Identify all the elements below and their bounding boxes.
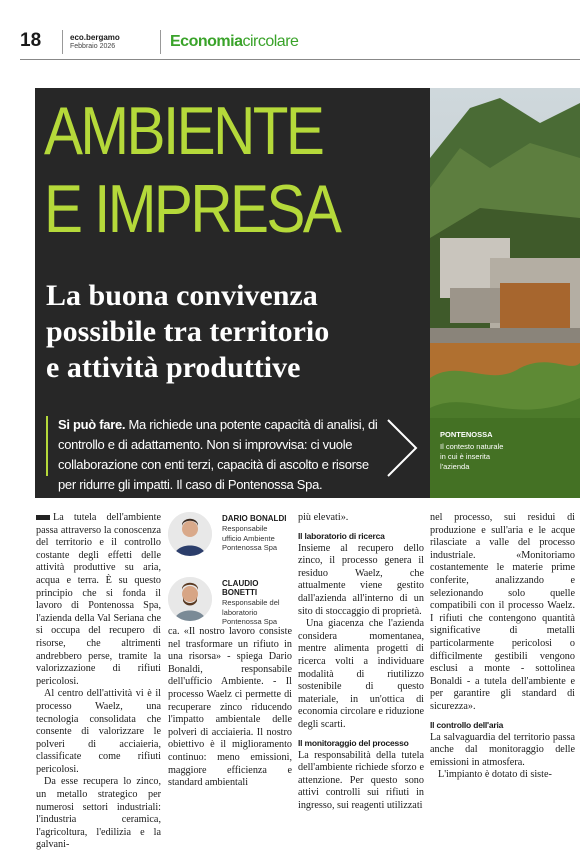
article-column-3	[298, 512, 424, 812]
subheadline: La buona convivenza possibile tra territorio e attività produttive	[46, 279, 330, 384]
publication-name: eco.bergamo	[70, 33, 120, 42]
page-header	[0, 0, 580, 62]
paragraph: più elevati».	[298, 512, 349, 523]
header-divider	[160, 30, 161, 54]
header-divider	[62, 30, 63, 54]
subheading: Il monitoraggio del processo	[298, 737, 409, 748]
intro-bar	[46, 416, 48, 476]
arrow-right-icon	[384, 418, 420, 478]
header-rule	[20, 59, 580, 60]
paragraph: La responsabilità della tutela dell'ambiente richiede sforzo e attenzione. Per questo sono attivi controlli sui rifiuti in ingresso, sui reagenti utilizzati	[298, 749, 424, 811]
paragraph: ca. «Il nostro lavoro consiste nel trasformare un rifiuto in una risorsa» - spiega Dario Bonaldi, responsabile dell'ufficio Ambiente. - Il processo Waelz ci permette di recuperare zinco riducendo l'impatto ambientale delle polveri di acciaieria. Il nostro obiettivo è il miglioramento continuo: meno emissioni, maggiore efficienza e standard ambientali	[168, 626, 292, 789]
person-name: CLAUDIO BONETTI	[222, 579, 259, 597]
section-marker	[36, 515, 50, 520]
paragraph: nel processo, sui residui di produzione e sull'aria e le acque rilasciate a valle del processo industriale. «Monitoriamo costantemente le materie prime conferite, analizzando e selezionando solo quelle compatibili con il processo Waelz. I rifiuti che contengono quantità significative di metalli particolarmente pericolosi o difficilmente gestibili vengono esclusi a monte - sottolinea Bonaldi - a tutela dell'ambiente e per garantire gli standard di sicurezza».	[430, 512, 575, 712]
article-column-2	[168, 626, 292, 790]
page-number: 18	[20, 30, 42, 51]
paragraph: L'impianto è dotato di siste-	[438, 769, 552, 781]
headline: AMBIENTE E IMPRESA	[44, 93, 340, 247]
paragraph: Insieme al recupero dello zinco, il processo genera il residuo Waelz, che attualmente viene gestito dall'azienda all'interno di un sito di stoccaggio di proprietà.	[298, 542, 424, 617]
paragraph: Una giacenza che l'azienda considera momentanea, mentre alimenta progetti di ricerca volti a individuare modalità di riutilizzo sostenibile di questo materiale, in un'ottica di economia circolare e riduzione degli scarti.	[298, 618, 424, 730]
paragraph: La salvaguardia del territorio passa anche dal monitoraggio delle emissioni in atmosfera.	[430, 731, 575, 768]
profile-dario-bonaldi: DARIO BONALDI Responsabile ufficio Ambiente Pontenossa Spa	[168, 512, 292, 562]
avatar	[168, 512, 212, 556]
profile-claudio-bonetti: CLAUDIO BONETTI Responsabile del laboratorio Pontenossa Spa	[168, 577, 292, 627]
intro-text: Si può fare. Ma richiede una potente capacità di analisi, di controllo e di adattamento. Non si improvvisa: ci vuole collaborazione con enti terzi, capacità di ascolto e risorse per ridurre gli impatti. Il caso di Pontenossa Spa.	[58, 417, 378, 492]
subheading: Il controllo dell'aria	[430, 719, 504, 730]
publication-date: Febbraio 2026	[70, 43, 116, 50]
avatar	[168, 577, 212, 621]
paragraph: Al centro dell'attività vi è il processo Waelz, una tecnologia consolidata che consente di valorizzare le polveri di acciaieria, classificate come rifiuti pericolosi.	[36, 688, 161, 775]
paragraph: Da esse recupera lo zinco, un metallo strategico per numerosi settori industriali: l'industria ceramica, l'agricoltura, l'edilizia e la galvani-	[36, 776, 161, 851]
article-column-1	[36, 512, 161, 852]
photo-caption: PONTENOSSA Il contesto naturale in cui è inserita l'azienda	[440, 430, 504, 471]
article-column-4	[430, 512, 575, 782]
subheading: Il laboratorio di ricerca	[298, 530, 385, 541]
paragraph: La tutela dell'ambiente passa attraverso la conoscenza del territorio e il controllo costante degli effetti delle attività produttive su aria, acqua e terra. È su questo principio che si fonda il lavoro di Pontenossa Spa, l'azienda della Val Seriana che si occupa del recupero di risorse, che altrimenti andrebbero perse, tramite la valorizzazione di rifiuti pericolosi.	[36, 512, 161, 687]
section-title: Economiacircolare	[170, 33, 299, 50]
